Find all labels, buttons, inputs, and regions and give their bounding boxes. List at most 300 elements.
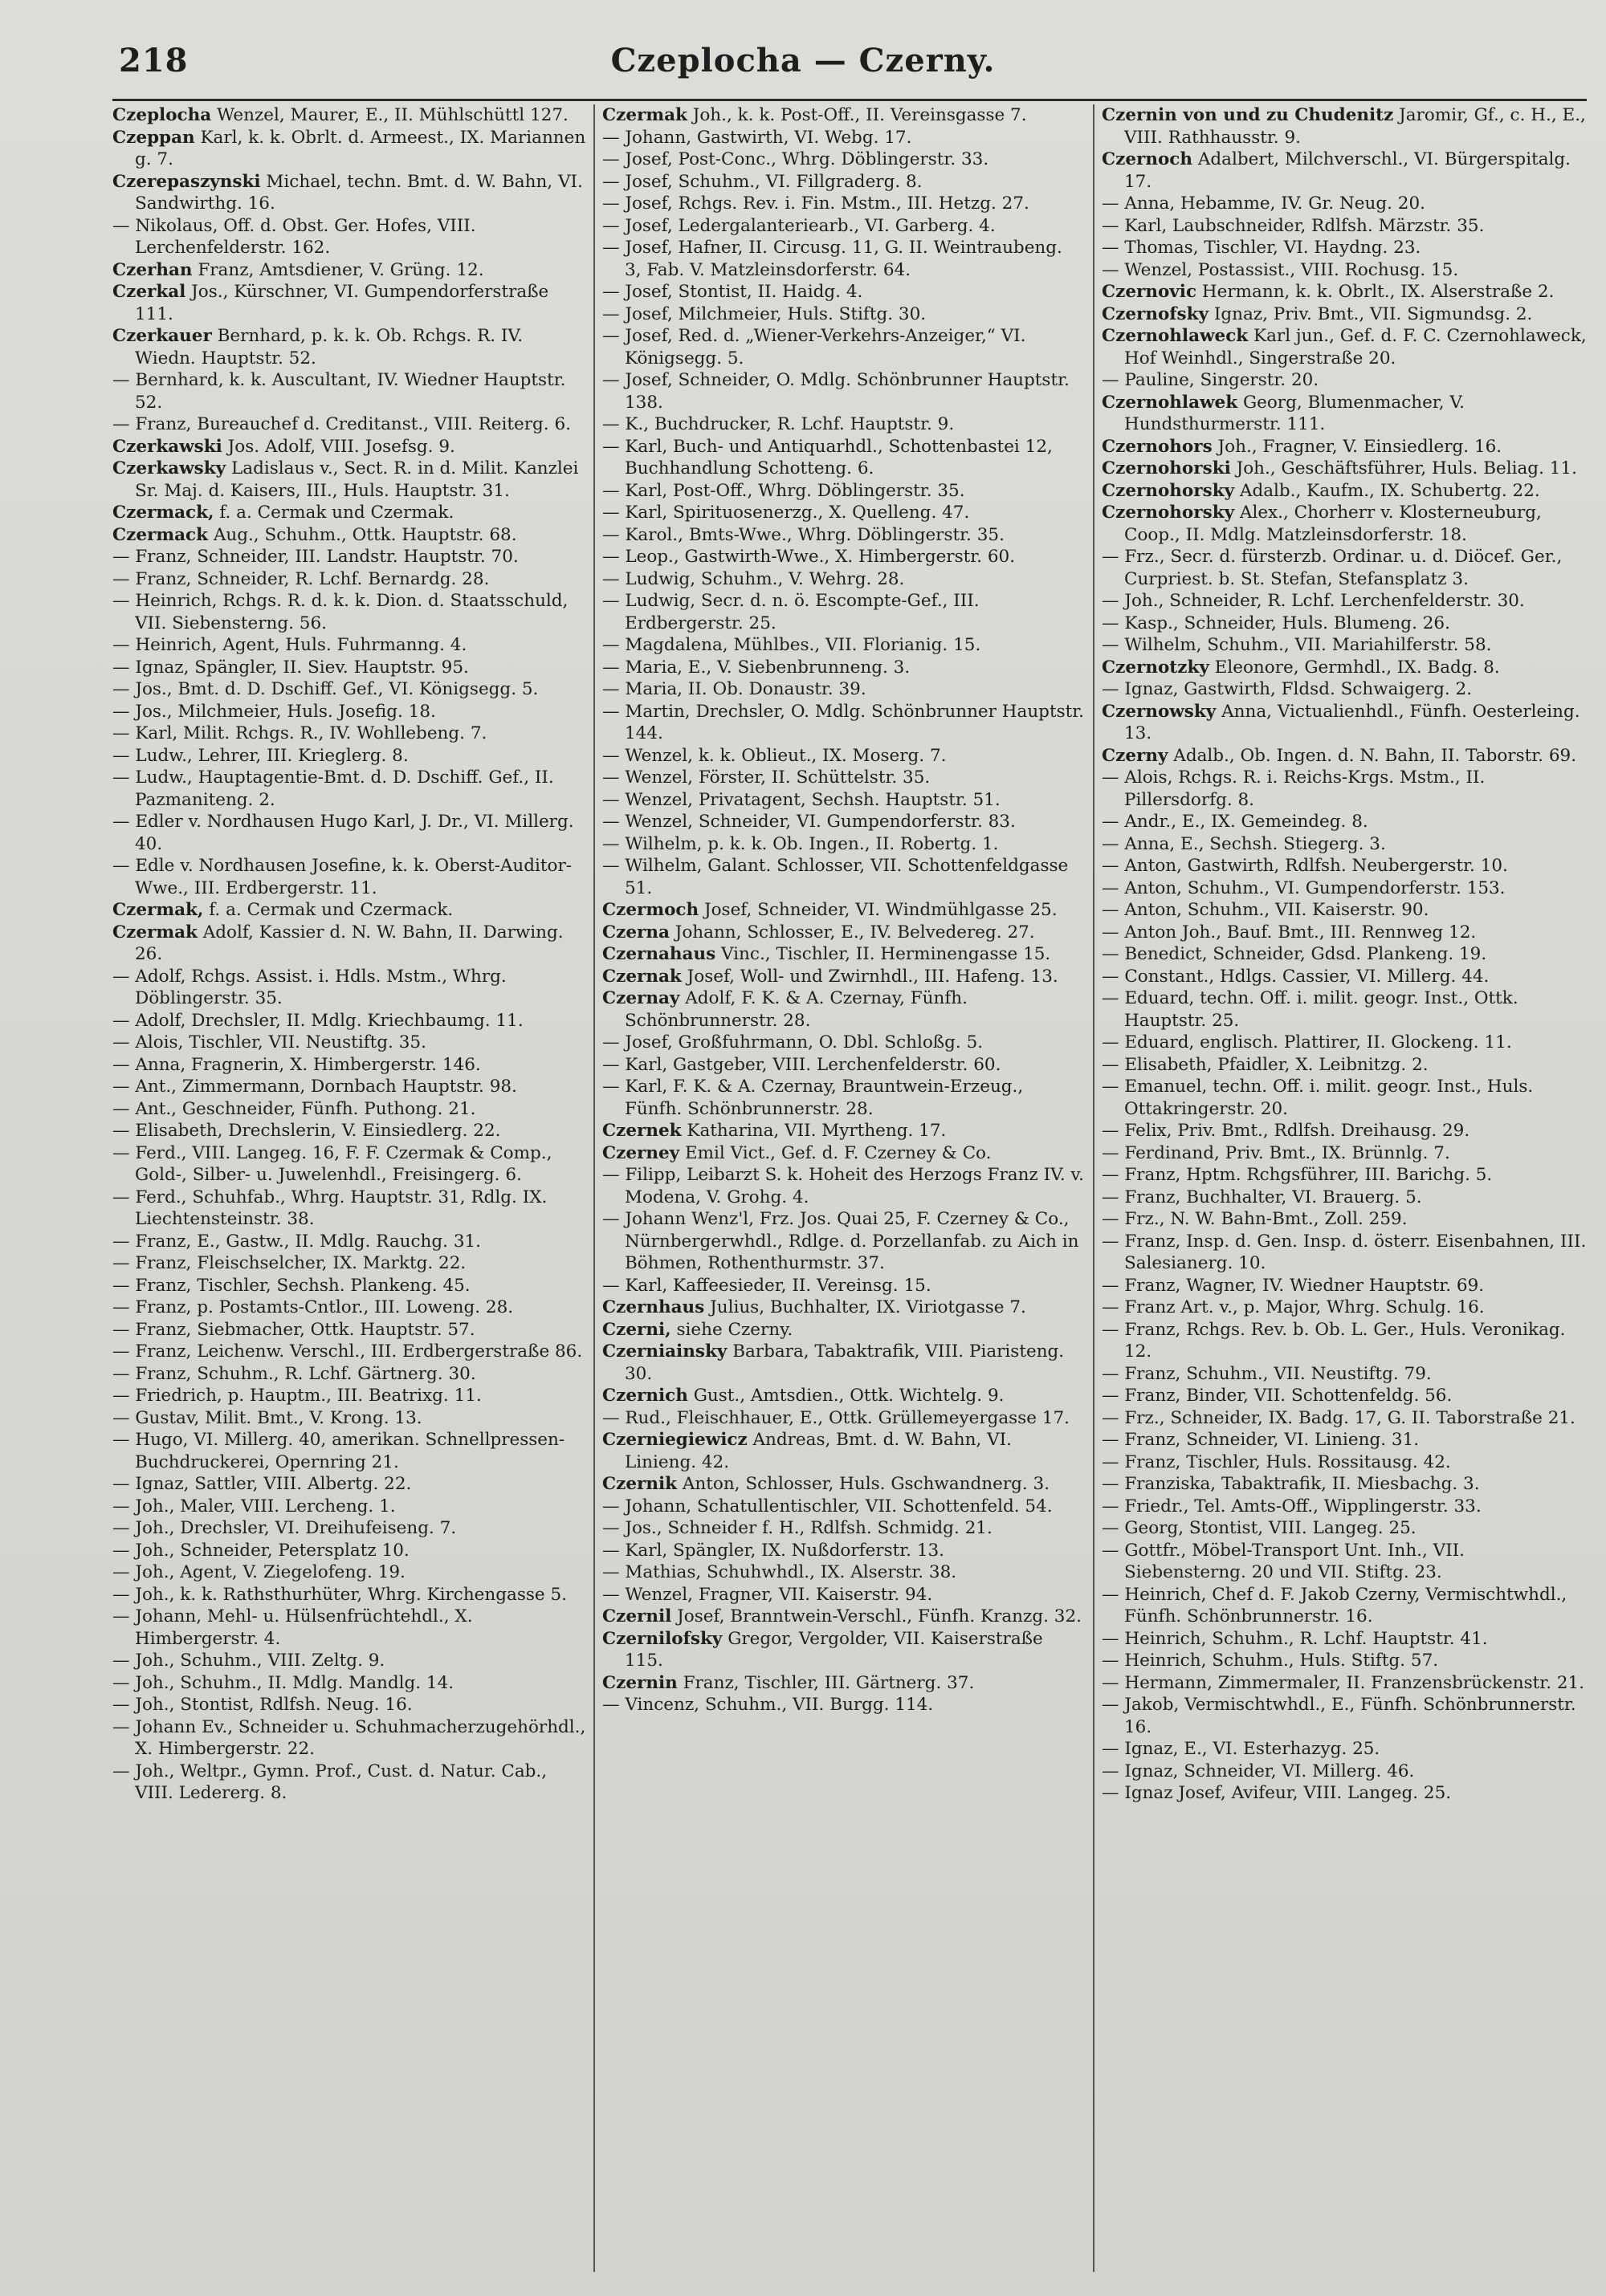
entry-details: — Benedict, Schneider, Gdsd. Plankeng. 19. bbox=[1102, 944, 1487, 964]
entry-details: — Karl, Laubschneider, Rdlfsh. Märzstr. 35. bbox=[1102, 215, 1485, 236]
directory-entry bbox=[602, 281, 1084, 303]
page-number: 218 bbox=[119, 42, 189, 79]
entry-details: — Karl, Spirituosenerzg., X. Quelleng. 47. bbox=[602, 503, 970, 523]
entry-details: Jaromir, Gf., c. H., E., VIII. Rathhausstr. 9. bbox=[1124, 105, 1586, 148]
directory-entry bbox=[112, 1561, 586, 1584]
entry-details: — Felix, Priv. Bmt., Rdlfsh. Dreihausg. 29. bbox=[1102, 1121, 1470, 1141]
entry-details: Jos. Adolf, VIII. Josefsg. 9. bbox=[222, 436, 455, 457]
entry-details: — Heinrich, Schuhm., R. Lchf. Hauptstr. 41. bbox=[1102, 1628, 1488, 1649]
directory-entry bbox=[112, 1672, 586, 1695]
directory-entry bbox=[602, 502, 1084, 524]
entry-details: Andreas, Bmt. d. W. Bahn, VI. Linieng. 42. bbox=[625, 1430, 1012, 1472]
entry-details: — Eduard, techn. Off. i. milit. geogr. Inst., Ottk. Hauptstr. 25. bbox=[1102, 988, 1518, 1031]
entry-details: Franz, Amtsdiener, V. Grüng. 12. bbox=[192, 259, 484, 280]
directory-entry bbox=[602, 745, 1084, 767]
directory-entry bbox=[112, 1010, 586, 1032]
entry-details: — Josef, Schuhm., VI. Fillgraderg. 8. bbox=[602, 171, 923, 192]
entry-details: — Karl, Milit. Rchgs. R., IV. Wohllebeng. 7. bbox=[112, 723, 487, 743]
entry-details: Joh., Geschäftsführer, Huls. Beliag. 11. bbox=[1230, 458, 1577, 478]
entry-details: — Ignaz, E., VI. Esterhazyg. 25. bbox=[1102, 1739, 1380, 1759]
directory-entry bbox=[1102, 281, 1588, 303]
directory-entry bbox=[602, 303, 1084, 326]
entry-details: Bernhard, p. k. k. Ob. Rchgs. R. IV. Wiedn. Hauptstr. 52. bbox=[135, 326, 524, 368]
entry-surname: Czerna bbox=[602, 922, 670, 942]
entry-details: — Hugo, VI. Millerg. 40, amerikan. Schnellpressen-Buchdruckerei, Opernring 21. bbox=[112, 1430, 565, 1472]
entry-details: Michael, techn. Bmt. d. W. Bahn, VI. Sandwirthg. 16. bbox=[135, 171, 583, 214]
entry-details: — Nikolaus, Off. d. Obst. Ger. Hofes, VIII. Lerchenfelderstr. 162. bbox=[112, 215, 476, 258]
entry-details: — Gustav, Milit. Bmt., V. Krong. 13. bbox=[112, 1407, 422, 1428]
entry-surname: Czernohlaweck bbox=[1102, 326, 1249, 346]
entry-details: Joh., Fragner, V. Einsiedlerg. 16. bbox=[1212, 436, 1502, 457]
entry-details: — Franz, Hptm. Rchgsführer, III. Barichg. 5. bbox=[1102, 1165, 1493, 1185]
entry-details: — Johann Wenz'l, Frz. Jos. Quai 25, F. Czerney & Co., Nürnbergerwhdl., Rdlge. d. Porzellanfab. zu Aich in Böhmen, Rothenthurmstr. 37. bbox=[602, 1209, 1079, 1273]
entry-surname: Czernofsky bbox=[1102, 303, 1209, 324]
entry-details: — Heinrich, Agent, Huls. Fuhrmanng. 4. bbox=[112, 635, 467, 655]
entry-details: Josef, Schneider, VI. Windmühlgasse 25. bbox=[699, 900, 1058, 920]
entry-surname: Czernek bbox=[602, 1121, 682, 1141]
entry-details: — Joh., Schuhm., II. Mdlg. Mandlg. 14. bbox=[112, 1672, 454, 1693]
directory-entry bbox=[112, 171, 586, 215]
entry-surname: Czernik bbox=[602, 1474, 678, 1494]
directory-entry bbox=[1102, 657, 1588, 679]
entry-details: — Franz, Binder, VII. Schottenfeldg. 56. bbox=[1102, 1386, 1453, 1406]
directory-entry bbox=[112, 1584, 586, 1606]
directory-entry bbox=[602, 1275, 1084, 1297]
directory-entry bbox=[602, 1517, 1084, 1540]
entry-details: — Joh., Schneider, Petersplatz 10. bbox=[112, 1540, 410, 1561]
entry-details: — Adolf, Rchgs. Assist. i. Hdls. Mstm., Whrg. Döblingerstr. 35. bbox=[112, 966, 507, 1008]
entry-details: — Franz, Schuhm., VII. Neustiftg. 79. bbox=[1102, 1363, 1432, 1384]
entry-details: Adalb., Ob. Ingen. d. N. Bahn, II. Taborstr. 69. bbox=[1168, 745, 1577, 766]
directory-entry bbox=[602, 1142, 1084, 1165]
directory-entry bbox=[602, 899, 1084, 922]
entry-details: — Gottfr., Möbel-Transport Unt. Inh., VII. Siebensterng. 20 und VII. Stiftg. 23. bbox=[1102, 1540, 1465, 1582]
entry-details: — Wenzel, Schneider, VI. Gumpendorferstr. 83. bbox=[602, 812, 1016, 832]
directory-entry bbox=[1102, 1540, 1588, 1584]
directory-entry bbox=[602, 237, 1084, 281]
directory-entry bbox=[1102, 1120, 1588, 1142]
directory-entry bbox=[1102, 922, 1588, 944]
entry-surname: Czernil bbox=[602, 1606, 672, 1626]
directory-entry bbox=[602, 1694, 1084, 1716]
entry-details: — Wilhelm, Galant. Schlosser, VII. Schottenfeldgasse 51. bbox=[602, 856, 1069, 898]
directory-entry bbox=[112, 678, 586, 701]
directory-entry bbox=[602, 1341, 1084, 1385]
directory-entry bbox=[602, 436, 1084, 480]
entry-details: — Johann, Mehl- u. Hülsenfrüchtehdl., X. Himbergerstr. 4. bbox=[112, 1606, 473, 1649]
entry-details: — Anton, Schuhm., VII. Kaiserstr. 90. bbox=[1102, 900, 1429, 920]
directory-entry bbox=[112, 1231, 586, 1253]
entry-details: — Martin, Drechsler, O. Mdlg. Schönbrunner Hauptstr. 144. bbox=[602, 701, 1084, 743]
directory-entry bbox=[602, 634, 1084, 657]
entry-details: Barbara, Tabaktrafik, VIII. Piaristeng. 30. bbox=[625, 1341, 1065, 1384]
entry-details: — Joh., Stontist, Rdlfsh. Neug. 16. bbox=[112, 1695, 413, 1715]
directory-entry bbox=[602, 1054, 1084, 1077]
entry-details: — Johann, Gastwirth, VI. Webg. 17. bbox=[602, 127, 912, 148]
directory-entry bbox=[602, 1208, 1084, 1275]
directory-entry bbox=[112, 1385, 586, 1407]
directory-entry bbox=[1102, 767, 1588, 811]
directory-entry bbox=[1102, 1628, 1588, 1651]
entry-surname: Czerney bbox=[602, 1142, 680, 1163]
directory-entry bbox=[112, 413, 586, 436]
directory-entry bbox=[602, 1319, 1084, 1341]
directory-entry bbox=[602, 1473, 1084, 1496]
entry-details: — Franziska, Tabaktrafik, II. Miesbachg. 3. bbox=[1102, 1474, 1480, 1494]
directory-entry bbox=[112, 1275, 586, 1297]
entry-details: — Ant., Zimmermann, Dornbach Hauptstr. 98. bbox=[112, 1077, 517, 1097]
entry-surname: Czernak bbox=[602, 966, 682, 987]
directory-entry bbox=[602, 325, 1084, 369]
entry-details: — Ant., Geschneider, Fünfh. Puthong. 21. bbox=[112, 1098, 476, 1119]
directory-entry bbox=[1102, 215, 1588, 238]
directory-entry bbox=[1102, 1164, 1588, 1187]
directory-entry bbox=[112, 899, 586, 922]
entry-details: — Joh., Maler, VIII. Lercheng. 1. bbox=[112, 1496, 396, 1516]
entry-surname: Czerniainsky bbox=[602, 1341, 728, 1362]
directory-entry bbox=[1102, 436, 1588, 458]
directory-entry bbox=[112, 281, 586, 325]
directory-entry bbox=[602, 1672, 1084, 1695]
directory-entry bbox=[602, 678, 1084, 701]
entry-details: Wenzel, Maurer, E., II. Mühlschüttl 127. bbox=[211, 105, 569, 125]
directory-entry bbox=[112, 1473, 586, 1496]
directory-entry bbox=[602, 966, 1084, 988]
directory-entry bbox=[1102, 899, 1588, 922]
entry-details: — Johann, Schatullentischler, VII. Schottenfeld. 54. bbox=[602, 1496, 1053, 1516]
entry-details: Franz, Tischler, III. Gärtnerg. 37. bbox=[677, 1672, 975, 1693]
directory-entry bbox=[602, 1584, 1084, 1606]
entry-details: — Karl, Gastgeber, VIII. Lerchenfelderstr. 60. bbox=[602, 1054, 1001, 1075]
entry-details: Katharina, VII. Myrtheng. 17. bbox=[681, 1121, 947, 1141]
directory-entry bbox=[602, 767, 1084, 789]
directory-entry bbox=[602, 127, 1084, 149]
entry-details: — Franz, Tischler, Sechsh. Plankeng. 45. bbox=[112, 1275, 471, 1296]
directory-entry bbox=[1102, 1650, 1588, 1672]
entry-details: — Ferd., Schuhfab., Whrg. Hauptstr. 31, Rdlg. IX. Liechtensteinstr. 38. bbox=[112, 1187, 548, 1229]
entry-surname: Czernowsky bbox=[1102, 701, 1217, 722]
directory-entry bbox=[112, 104, 586, 127]
entry-details: — Joh., Agent, V. Ziegelofeng. 19. bbox=[112, 1562, 406, 1582]
entry-surname: Czernotzky bbox=[1102, 657, 1209, 678]
entry-surname: Czernohorski bbox=[1102, 458, 1231, 478]
entry-details: — Ferdinand, Priv. Bmt., IX. Brünnlg. 7. bbox=[1102, 1142, 1450, 1163]
directory-entry bbox=[1102, 1694, 1588, 1738]
directory-entry bbox=[1102, 1782, 1588, 1805]
entry-details: — Franz, Wagner, IV. Wiedner Hauptstr. 69. bbox=[1102, 1275, 1485, 1296]
directory-entry bbox=[112, 458, 586, 502]
entry-surname: Czermack bbox=[112, 524, 208, 545]
directory-entry bbox=[112, 701, 586, 723]
entry-details: Adolf, Kassier d. N. W. Bahn, II. Darwing. 26. bbox=[135, 922, 564, 964]
entry-details: — Wenzel, Privatagent, Sechsh. Hauptstr. 51. bbox=[602, 789, 1001, 810]
entry-details: — Rud., Fleischhauer, E., Ottk. Grüllemeyergasse 17. bbox=[602, 1407, 1070, 1428]
directory-entry bbox=[1102, 1385, 1588, 1407]
directory-entry bbox=[1102, 701, 1588, 745]
directory-entry bbox=[1102, 1584, 1588, 1628]
directory-entry bbox=[602, 524, 1084, 547]
directory-entry bbox=[602, 1297, 1084, 1319]
directory-entry bbox=[112, 1363, 586, 1386]
entry-surname: Czeplocha bbox=[112, 105, 212, 125]
entry-details: — Frz., Secr. d. fürsterzb. Ordinar. u. d. Diöcef. Ger., Curpriest. b. St. Stefan, Stefansplatz 3. bbox=[1102, 547, 1563, 589]
entry-details: Emil Vict., Gef. d. F. Czerney & Co. bbox=[679, 1142, 992, 1163]
directory-entry bbox=[112, 568, 586, 591]
entry-details: — Ignaz, Sattler, VIII. Albertg. 22. bbox=[112, 1474, 412, 1494]
entry-details: — Elisabeth, Drechslerin, V. Einsiedlerg. 22. bbox=[112, 1121, 501, 1141]
entry-details: — Josef, Hafner, II. Circusg. 11, G. II. Weintraubeng. 3, Fab. V. Matzleinsdorferstr. 64. bbox=[602, 238, 1062, 280]
entry-details: — Anna, E., Sechsh. Stiegerg. 3. bbox=[1102, 833, 1386, 854]
column-2 bbox=[602, 104, 1084, 2272]
entry-details: — Jos., Schneider f. H., Rdlfsh. Schmidg. 21. bbox=[602, 1518, 993, 1538]
entry-details: Hermann, k. k. Obrlt., IX. Alserstraße 2. bbox=[1196, 282, 1555, 302]
directory-entry bbox=[1102, 678, 1588, 701]
entry-details: — Josef, Milchmeier, Huls. Stiftg. 30. bbox=[602, 303, 927, 324]
entry-details: f. a. Cermak und Czermack. bbox=[203, 900, 454, 920]
directory-entry bbox=[1102, 1429, 1588, 1451]
directory-entry bbox=[602, 811, 1084, 833]
entry-details: Aug., Schuhm., Ottk. Hauptstr. 68. bbox=[208, 524, 517, 545]
entry-details: Gregor, Vergolder, VII. Kaiserstraße 115. bbox=[625, 1628, 1043, 1671]
directory-entry bbox=[112, 1540, 586, 1562]
entry-details: Ignaz, Priv. Bmt., VII. Sigmundsg. 2. bbox=[1209, 303, 1533, 324]
directory-entry bbox=[112, 1761, 586, 1805]
entry-details: — Emanuel, techn. Off. i. milit. geogr. Inst., Huls. Ottakringerstr. 20. bbox=[1102, 1077, 1534, 1119]
directory-entry bbox=[112, 127, 586, 171]
entry-details: — Friedr., Tel. Amts-Off., Wipplingerstr. 33. bbox=[1102, 1496, 1482, 1516]
entry-surname: Czernahaus bbox=[602, 944, 716, 964]
directory-entry bbox=[112, 1120, 586, 1142]
directory-entry bbox=[1102, 1076, 1588, 1120]
entry-details: — Josef, Stontist, II. Haidg. 4. bbox=[602, 282, 863, 302]
entry-details: — Franz, Insp. d. Gen. Insp. d. österr. Eisenbahnen, III. Salesianerg. 10. bbox=[1102, 1231, 1587, 1273]
directory-entry bbox=[1102, 855, 1588, 877]
entry-details: — Ignaz Josef, Avifeur, VIII. Langeg. 25. bbox=[1102, 1783, 1452, 1803]
directory-entry bbox=[602, 1032, 1084, 1054]
directory-entry bbox=[1102, 877, 1588, 900]
directory-entry bbox=[112, 1054, 586, 1077]
header-rule bbox=[112, 99, 1587, 101]
entry-details: — Karl, Spängler, IX. Nußdorferstr. 13. bbox=[602, 1540, 945, 1561]
entry-details: — Karol., Bmts-Wwe., Whrg. Döblingerstr. 35. bbox=[602, 524, 1005, 545]
directory-entry bbox=[602, 590, 1084, 634]
directory-entry bbox=[112, 767, 586, 811]
directory-entry bbox=[602, 193, 1084, 215]
entry-details: Julius, Buchhalter, IX. Viriotgasse 7. bbox=[704, 1297, 1026, 1317]
entry-details: — Franz, Bureauchef d. Creditanst., VIII. Reiterg. 6. bbox=[112, 414, 571, 434]
entry-surname: Czermack, bbox=[112, 503, 214, 523]
column-1 bbox=[112, 104, 586, 2272]
directory-entry bbox=[602, 1076, 1084, 1120]
entry-details: — Franz, Tischler, Huls. Rossitausg. 42. bbox=[1102, 1451, 1451, 1472]
directory-entry bbox=[1102, 1054, 1588, 1077]
entry-details: — Karl, F. K. & A. Czernay, Brauntwein-Erzeug., Fünfh. Schönbrunnerstr. 28. bbox=[602, 1077, 1024, 1119]
directory-entry bbox=[1102, 745, 1588, 767]
entry-details: — Ludwig, Schuhm., V. Wehrg. 28. bbox=[602, 568, 905, 589]
entry-details: Eleonore, Germhdl., IX. Badg. 8. bbox=[1209, 657, 1500, 678]
directory-entry bbox=[1102, 1473, 1588, 1496]
entry-details: — Franz, Schuhm., R. Lchf. Gärtnerg. 30. bbox=[112, 1363, 476, 1384]
directory-entry bbox=[112, 657, 586, 679]
entry-surname: Czernoch bbox=[1102, 149, 1193, 169]
directory-entry bbox=[602, 413, 1084, 436]
directory-entry bbox=[602, 1164, 1084, 1208]
directory-entry bbox=[602, 171, 1084, 193]
entry-details: Karl jun., Gef. d. F. C. Czernohlaweck, Hof Weinhdl., Singerstraße 20. bbox=[1124, 326, 1587, 368]
entry-surname: Czermak bbox=[112, 922, 198, 942]
directory-entry bbox=[602, 1606, 1084, 1628]
entry-surname: Czerkal bbox=[112, 282, 186, 302]
directory-entry bbox=[1102, 1275, 1588, 1297]
directory-entry bbox=[112, 922, 586, 966]
entry-details: — Heinrich, Rchgs. R. d. k. k. Dion. d. Staatsschuld, VII. Siebensterng. 56. bbox=[112, 591, 569, 633]
directory-entry bbox=[112, 1496, 586, 1518]
entry-details: — Andr., E., IX. Gemeindeg. 8. bbox=[1102, 812, 1368, 832]
entry-details: — K., Buchdrucker, R. Lchf. Hauptstr. 9. bbox=[602, 414, 955, 434]
entry-details: Karl, k. k. Obrlt. d. Armeest., IX. Mariannen g. 7. bbox=[135, 127, 586, 169]
directory-entry bbox=[112, 369, 586, 413]
directory-entry bbox=[1102, 634, 1588, 657]
entry-details: Anton, Schlosser, Huls. Gschwandnerg. 3. bbox=[677, 1474, 1050, 1494]
entry-details: — Maria, E., V. Siebenbrunneng. 3. bbox=[602, 657, 911, 678]
directory-entry bbox=[602, 215, 1084, 238]
entry-details: — Franz, Schneider, VI. Linieng. 31. bbox=[1102, 1430, 1420, 1450]
entry-details: — Franz, Buchhalter, VI. Brauerg. 5. bbox=[1102, 1187, 1422, 1207]
directory-entry bbox=[1102, 833, 1588, 856]
directory-entry bbox=[1102, 369, 1588, 392]
entry-details: — Franz, Rchgs. Rev. b. Ob. L. Ger., Huls. Veronikag. 12. bbox=[1102, 1319, 1566, 1362]
entry-details: — Frz., N. W. Bahn-Bmt., Zoll. 259. bbox=[1102, 1209, 1408, 1229]
entry-surname: Czernhaus bbox=[602, 1297, 705, 1317]
directory-entry bbox=[602, 1407, 1084, 1430]
directory-entry bbox=[1102, 392, 1588, 436]
entry-surname: Czerniegiewicz bbox=[602, 1430, 748, 1450]
entry-details: — Kasp., Schneider, Huls. Blumeng. 26. bbox=[1102, 613, 1450, 633]
entry-surname: Czerhan bbox=[112, 259, 193, 280]
directory-entry bbox=[112, 502, 586, 524]
directory-entry bbox=[112, 1319, 586, 1341]
directory-entry bbox=[602, 568, 1084, 591]
entry-details: — Hermann, Zimmermaler, II. Franzensbrückenstr. 21. bbox=[1102, 1672, 1585, 1693]
entry-details: — Josef, Post-Conc., Whrg. Döblingerstr. 33. bbox=[602, 149, 989, 169]
directory-entry bbox=[602, 922, 1084, 944]
directory-entry bbox=[1102, 1231, 1588, 1275]
directory-entry bbox=[1102, 1319, 1588, 1363]
entry-details: — Heinrich, Schuhm., Huls. Stiftg. 57. bbox=[1102, 1651, 1439, 1671]
entry-details: — Wenzel, Fragner, VII. Kaiserstr. 94. bbox=[602, 1584, 933, 1605]
entry-details: — Franz, Siebmacher, Ottk. Hauptstr. 57. bbox=[112, 1319, 475, 1340]
entry-details: — Thomas, Tischler, VI. Haydng. 23. bbox=[1102, 238, 1421, 258]
directory-entry bbox=[602, 480, 1084, 503]
entry-surname: Czernay bbox=[602, 988, 680, 1008]
directory-entry bbox=[112, 215, 586, 259]
directory-entry bbox=[602, 1628, 1084, 1672]
entry-details: — Karl, Buch- und Antiquarhdl., Schottenbastei 12, Buchhandlung Schotteng. 6. bbox=[602, 436, 1053, 478]
entry-surname: Czernohlawek bbox=[1102, 392, 1238, 413]
directory-entry bbox=[112, 1650, 586, 1672]
directory-entry bbox=[1102, 966, 1588, 988]
directory-entry bbox=[602, 149, 1084, 171]
entry-details: — Ludw., Lehrer, III. Krieglerg. 8. bbox=[112, 745, 409, 766]
entry-details: — Karl, Kaffeesieder, II. Vereinsg. 15. bbox=[602, 1275, 931, 1296]
directory-entry bbox=[112, 1407, 586, 1430]
entry-details: Adalbert, Milchverschl., VI. Bürgerspitalg. 17. bbox=[1124, 149, 1571, 192]
entry-details: — Anton, Gastwirth, Rdlfsh. Neubergerstr. 10. bbox=[1102, 856, 1508, 876]
entry-details: — Edle v. Nordhausen Josefine, k. k. Oberst-Auditor-Wwe., III. Erdbergerstr. 11. bbox=[112, 856, 572, 898]
directory-entry bbox=[1102, 303, 1588, 326]
page-title: Czeplocha — Czerny. bbox=[610, 42, 996, 79]
directory-entry bbox=[1102, 590, 1588, 613]
entry-details: — Ludwig, Secr. d. n. ö. Escompte-Gef., III. Erdbergerstr. 25. bbox=[602, 591, 980, 633]
entry-details: — Vincenz, Schuhm., VII. Burgg. 114. bbox=[602, 1695, 934, 1715]
entry-details: Joh., k. k. Post-Off., II. Vereinsgasse 7. bbox=[687, 105, 1027, 125]
directory-entry bbox=[1102, 1363, 1588, 1386]
entry-details: — Mathias, Schuhwhdl., IX. Alserstr. 38. bbox=[602, 1562, 957, 1582]
entry-details: Jos., Kürschner, VI. Gumpendorferstraße 111. bbox=[135, 282, 549, 324]
entry-details: Georg, Blumenmacher, V. Hundsthurmerstr. 111. bbox=[1124, 392, 1465, 434]
entry-details: — Jos., Milchmeier, Huls. Josefig. 18. bbox=[112, 701, 436, 722]
entry-details: — Josef, Schneider, O. Mdlg. Schönbrunner Hauptstr. 138. bbox=[602, 370, 1070, 413]
entry-details: — Anton, Schuhm., VI. Gumpendorferstr. 153. bbox=[1102, 877, 1506, 898]
directory-entry bbox=[112, 1252, 586, 1275]
entry-details: — Alois, Rchgs. R. i. Reichs-Krgs. Mstm., II. Pillersdorfg. 8. bbox=[1102, 767, 1486, 810]
entry-surname: Czernin bbox=[602, 1672, 678, 1693]
entry-details: — Frz., Schneider, IX. Badg. 17, G. II. Taborstraße 21. bbox=[1102, 1407, 1575, 1428]
entry-surname: Czernohorsky bbox=[1102, 503, 1235, 523]
entry-details: — Wenzel, Postassist., VIII. Rochusg. 15. bbox=[1102, 259, 1459, 280]
directory-entry bbox=[602, 943, 1084, 966]
entry-surname: Czernovic bbox=[1102, 282, 1197, 302]
directory-entry bbox=[1102, 1407, 1588, 1430]
directory-entry bbox=[112, 1187, 586, 1231]
entry-details: — Pauline, Singerstr. 20. bbox=[1102, 370, 1319, 390]
entry-surname: Czerni, bbox=[602, 1319, 671, 1340]
directory-entry bbox=[1102, 1761, 1588, 1783]
entry-details: — Heinrich, Chef d. F. Jakob Czerny, Vermischtwhdl., Fünfh. Schönbrunnerstr. 16. bbox=[1102, 1584, 1567, 1626]
directory-entry bbox=[112, 745, 586, 767]
entry-surname: Czerkawsky bbox=[112, 458, 226, 478]
entry-details: — Wilhelm, p. k. k. Ob. Ingen., II. Robertg. 1. bbox=[602, 833, 999, 854]
entry-details: — Ferd., VIII. Langeg. 16, F. F. Czermak & Comp., Gold-, Silber- u. Juwelenhdl., Freisingerg. 6. bbox=[112, 1142, 552, 1185]
directory-entry bbox=[1102, 1032, 1588, 1054]
entry-details: — Elisabeth, Pfaidler, X. Leibnitzg. 2. bbox=[1102, 1054, 1429, 1075]
entry-details: Alex., Chorherr v. Klosterneuburg, Coop., II. Mdlg. Matzleinsdorferstr. 18. bbox=[1124, 503, 1542, 545]
directory-entry bbox=[1102, 1738, 1588, 1761]
directory-entry bbox=[112, 1297, 586, 1319]
column-divider bbox=[593, 104, 595, 2272]
entry-details: f. a. Cermak und Czermak. bbox=[214, 503, 454, 523]
entry-details: — Anton Joh., Bauf. Bmt., III. Rennweg 12. bbox=[1102, 922, 1477, 942]
entry-surname: Czermak, bbox=[112, 900, 204, 920]
directory-entry bbox=[112, 1694, 586, 1716]
directory-entry bbox=[112, 1032, 586, 1054]
entry-details: — Johann Ev., Schneider u. Schuhmacherzugehörhdl., X. Himbergerstr. 22. bbox=[112, 1716, 586, 1759]
entry-details: — Joh., Schuhm., VIII. Zeltg. 9. bbox=[112, 1651, 385, 1671]
directory-entry bbox=[112, 1429, 586, 1473]
directory-entry bbox=[1102, 325, 1588, 369]
entry-details: — Wenzel, k. k. Oblieut., IX. Moserg. 7. bbox=[602, 745, 947, 766]
directory-entry bbox=[1102, 1496, 1588, 1518]
directory-entry bbox=[112, 546, 586, 568]
entry-surname: Czeppan bbox=[112, 127, 195, 148]
directory-entry bbox=[602, 104, 1084, 127]
directory-entry bbox=[112, 325, 586, 369]
entry-details: — Franz, Schneider, R. Lchf. Bernardg. 28. bbox=[112, 568, 490, 589]
entry-details: — Jakob, Vermischtwhdl., E., Fünfh. Schönbrunnerstr. 16. bbox=[1102, 1695, 1576, 1737]
entry-details: Gust., Amtsdien., Ottk. Wichtelg. 9. bbox=[687, 1386, 1005, 1406]
directory-entry bbox=[602, 701, 1084, 745]
entry-details: — Franz Art. v., p. Major, Whrg. Schulg. 16. bbox=[1102, 1297, 1485, 1317]
